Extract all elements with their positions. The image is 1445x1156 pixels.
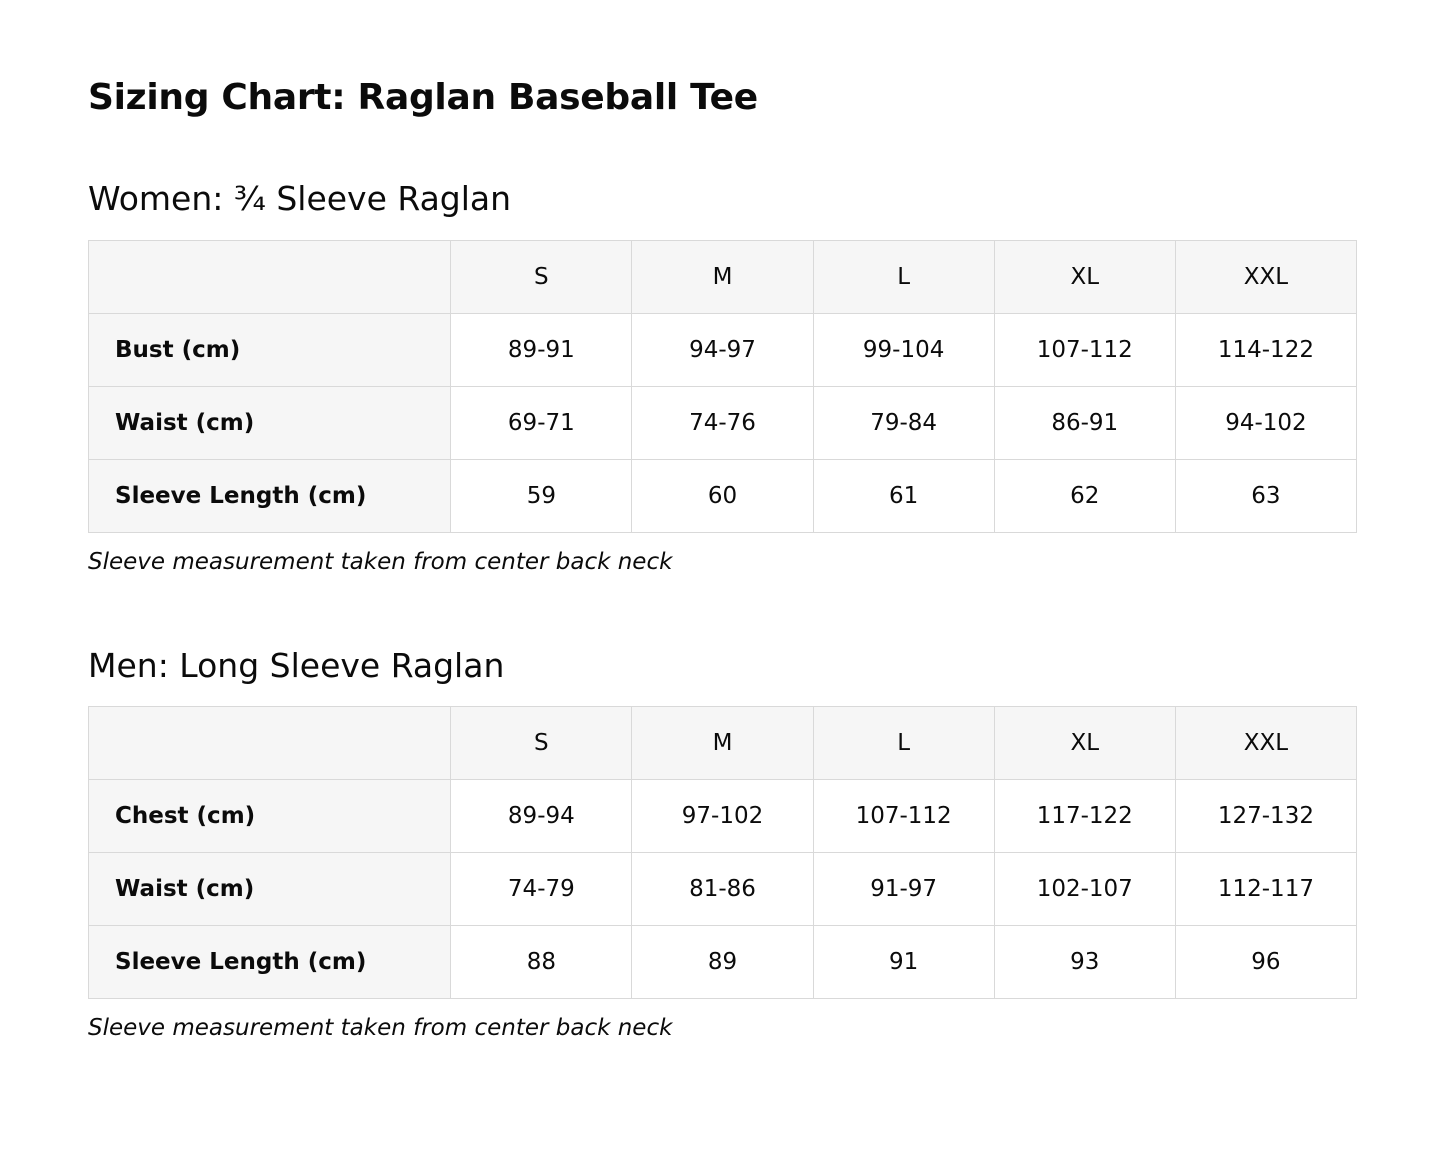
cell-bust-m: 94-97 [632, 313, 813, 386]
column-header-m: M [632, 240, 813, 313]
cell-waist-xxl: 112-117 [1175, 853, 1356, 926]
cell-waist-l: 79-84 [813, 386, 994, 459]
cell-waist-m: 81-86 [632, 853, 813, 926]
column-header-m: M [632, 707, 813, 780]
cell-chest-m: 97-102 [632, 780, 813, 853]
table-header-row [89, 240, 1357, 313]
row-label-sleeve-length: Sleeve Length (cm) [89, 926, 451, 999]
sleeve-note-women: Sleeve measurement taken from center back neck [88, 548, 673, 575]
table-row [89, 386, 1357, 459]
cell-waist-l: 91-97 [813, 853, 994, 926]
table-row [89, 313, 1357, 386]
cell-sleeve-l: 91 [813, 926, 994, 999]
cell-bust-l: 99-104 [813, 313, 994, 386]
table-corner-cell [89, 240, 451, 313]
column-header-xxl: XXL [1175, 240, 1356, 313]
cell-sleeve-xl: 93 [994, 926, 1175, 999]
sizing-table-men [88, 706, 1357, 999]
column-header-xl: XL [994, 707, 1175, 780]
cell-waist-m: 74-76 [632, 386, 813, 459]
table-row [89, 459, 1357, 532]
cell-sleeve-xl: 62 [994, 459, 1175, 532]
cell-sleeve-m: 89 [632, 926, 813, 999]
cell-bust-s: 89-91 [451, 313, 632, 386]
row-label-chest: Chest (cm) [89, 780, 451, 853]
section-women [88, 180, 1357, 575]
row-label-waist: Waist (cm) [89, 853, 451, 926]
column-header-s: S [451, 707, 632, 780]
column-header-xl: XL [994, 240, 1175, 313]
cell-chest-l: 107-112 [813, 780, 994, 853]
column-header-l: L [813, 240, 994, 313]
row-label-waist: Waist (cm) [89, 386, 451, 459]
cell-bust-xl: 107-112 [994, 313, 1175, 386]
sleeve-note-men: Sleeve measurement taken from center back neck [88, 1015, 673, 1042]
table-row [89, 853, 1357, 926]
cell-sleeve-xxl: 96 [1175, 926, 1356, 999]
cell-waist-s: 69-71 [451, 386, 632, 459]
cell-waist-xxl: 94-102 [1175, 386, 1356, 459]
cell-sleeve-m: 60 [632, 459, 813, 532]
table-row [89, 926, 1357, 999]
row-label-sleeve-length: Sleeve Length (cm) [89, 459, 451, 532]
section-men [88, 647, 1357, 1042]
cell-chest-xxl: 127-132 [1175, 780, 1356, 853]
section-heading-men: Men: Long Sleeve Raglan [88, 645, 505, 685]
cell-chest-s: 89-94 [451, 780, 632, 853]
column-header-l: L [813, 707, 994, 780]
cell-waist-s: 74-79 [451, 853, 632, 926]
column-header-xxl: XXL [1175, 707, 1356, 780]
table-header-row [89, 707, 1357, 780]
cell-sleeve-xxl: 63 [1175, 459, 1356, 532]
cell-sleeve-s: 88 [451, 926, 632, 999]
cell-sleeve-s: 59 [451, 459, 632, 532]
sizing-table-women [88, 240, 1357, 533]
page-title: Sizing Chart: Raglan Baseball Tee [88, 77, 758, 118]
cell-bust-xxl: 114-122 [1175, 313, 1356, 386]
column-header-s: S [451, 240, 632, 313]
table-corner-cell [89, 707, 451, 780]
cell-waist-xl: 102-107 [994, 853, 1175, 926]
row-label-bust: Bust (cm) [89, 313, 451, 386]
section-heading-women: Women: ¾ Sleeve Raglan [88, 178, 512, 218]
cell-chest-xl: 117-122 [994, 780, 1175, 853]
cell-waist-xl: 86-91 [994, 386, 1175, 459]
cell-sleeve-l: 61 [813, 459, 994, 532]
table-row [89, 780, 1357, 853]
